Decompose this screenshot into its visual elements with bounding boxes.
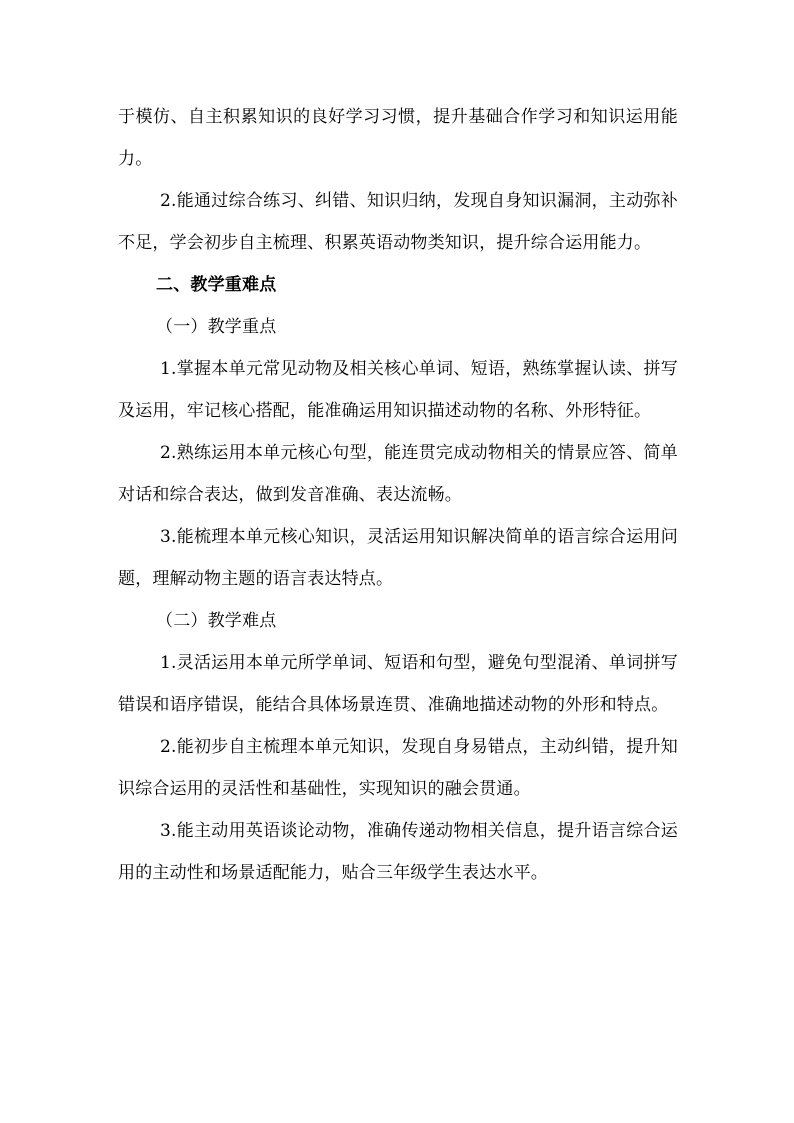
section-heading-key-difficult-points: 二、教学重难点 xyxy=(156,275,277,295)
objective-item-2: 2.能通过综合练习、纠错、知识归纳，发现自身知识漏洞，主动弥补不足，学会初步自主梳理、积累英语动物类知识，提升综合运用能力。 xyxy=(118,191,678,253)
difficult-point-item-1: 1.灵活运用本单元所学单词、短语和句型，避免句型混淆、单词拼写错误和语序错误，能结合具体场景连贯、准确地描述动物的外形和特点。 xyxy=(118,653,678,715)
difficult-point-item-2: 2.能初步自主梳理本单元知识，发现自身易错点，主动纠错，提升知识综合运用的灵活性和基础性，实现知识的融会贯通。 xyxy=(118,737,678,799)
key-point-item-3: 3.能梳理本单元核心知识，灵活运用知识解决简单的语言综合运用问题，理解动物主题的语言表达特点。 xyxy=(118,527,678,589)
continued-paragraph: 于模仿、自主积累知识的良好学习习惯，提升基础合作学习和知识运用能力。 xyxy=(118,107,678,169)
subheading-difficult-points: （二）教学难点 xyxy=(156,611,277,631)
key-point-item-1: 1.掌握本单元常见动物及相关核心单词、短语，熟练掌握认读、拼写及运用，牢记核心搭配，能准确运用知识描述动物的名称、外形特征。 xyxy=(118,359,678,421)
difficult-point-item-3: 3.能主动用英语谈论动物，准确传递动物相关信息，提升语言综合运用的主动性和场景适配能力，贴合三年级学生表达水平。 xyxy=(118,821,678,883)
key-point-item-2: 2.熟练运用本单元核心句型，能连贯完成动物相关的情景应答、简单对话和综合表达，做到发音准确、表达流畅。 xyxy=(118,443,678,505)
document-body xyxy=(118,96,678,894)
subheading-key-points: （一）教学重点 xyxy=(156,317,277,337)
